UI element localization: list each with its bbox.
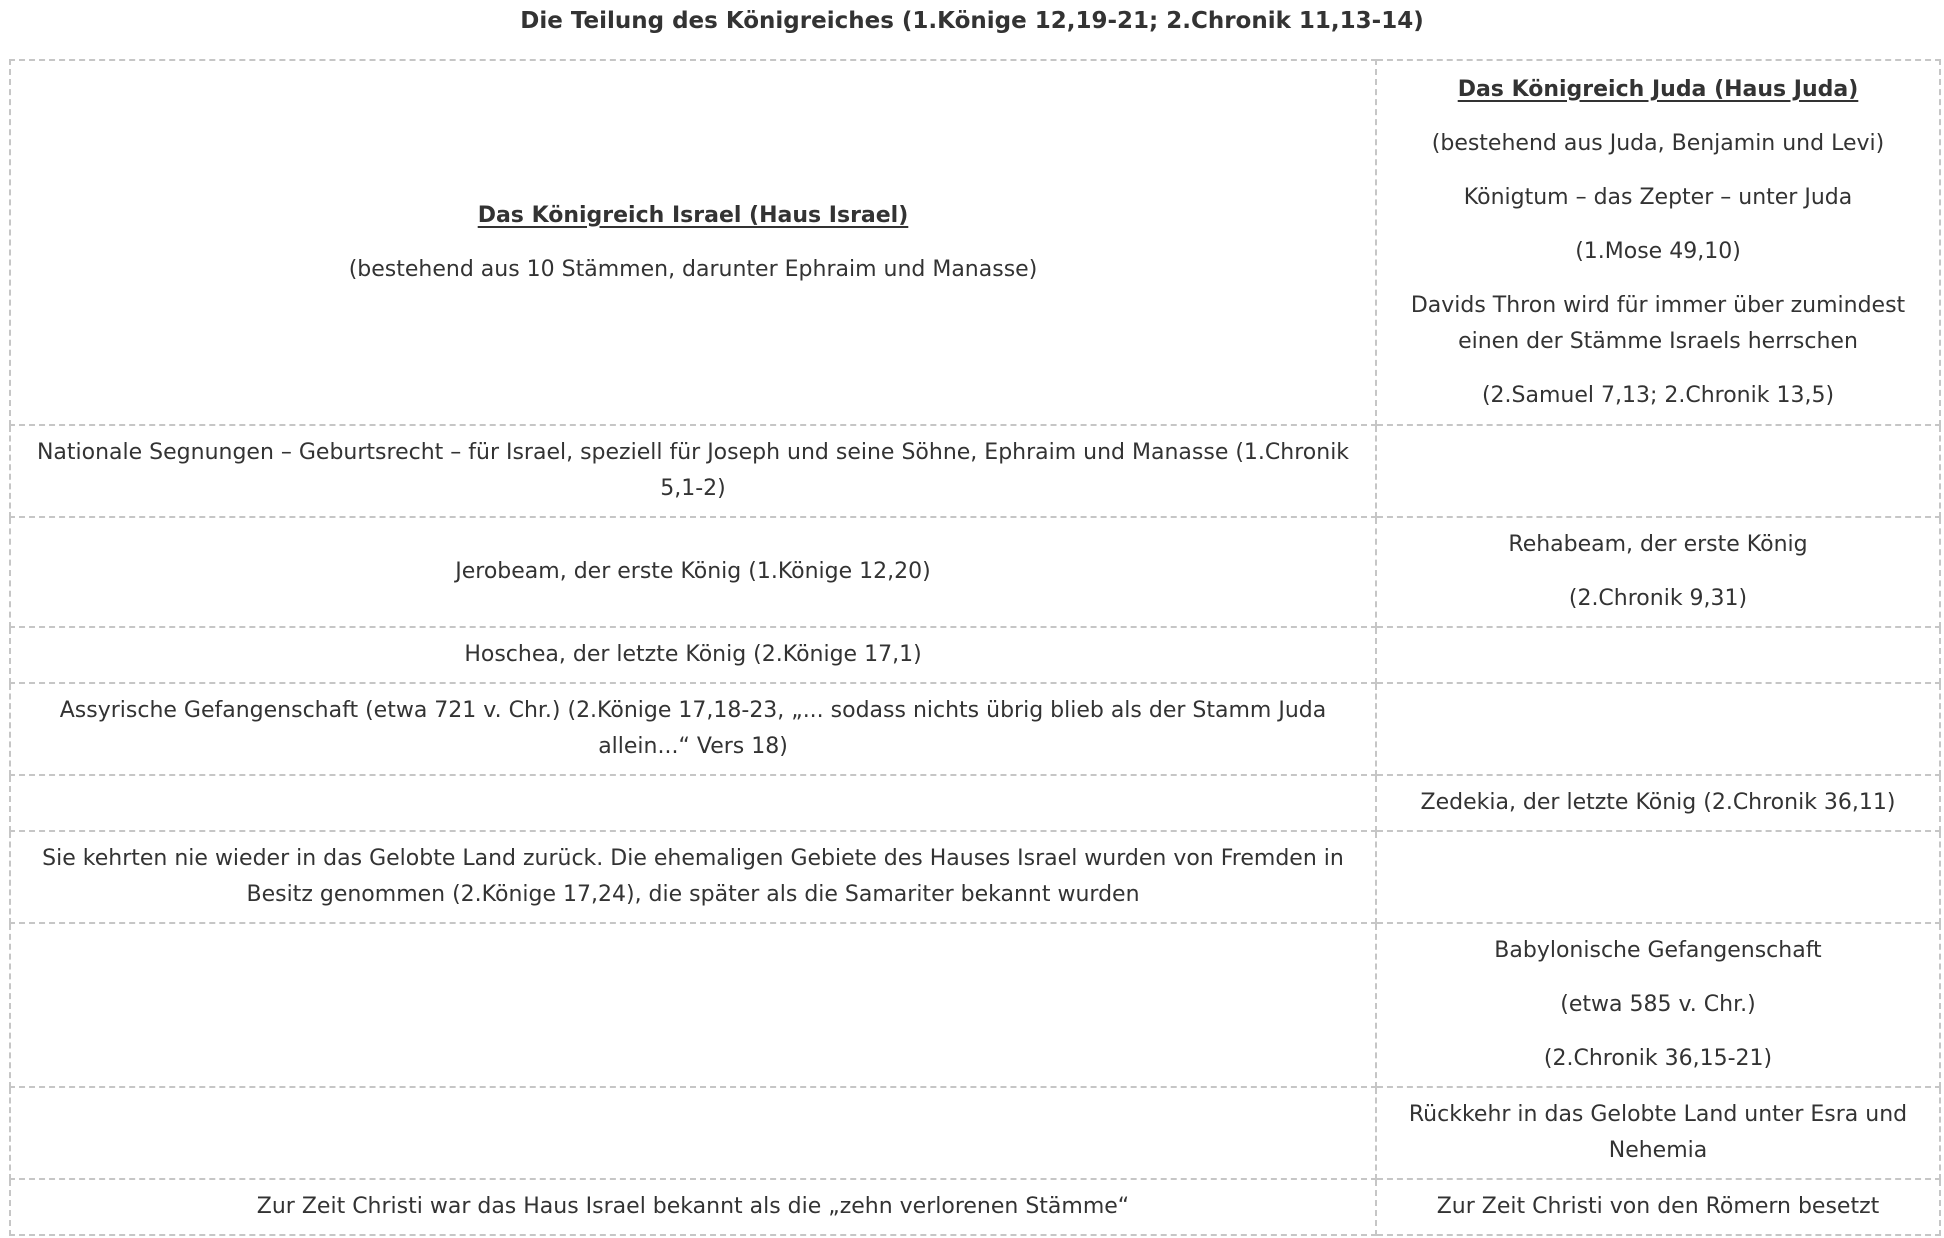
israel-cell-text: Zur Zeit Christi war das Haus Israel bekannt als die „zehn verlorenen Stämme“ <box>256 1194 1130 1219</box>
juda-cell-text: Zedekia, der letzte König (2.Chronik 36,11) <box>1420 790 1896 815</box>
table-row <box>10 517 1940 627</box>
israel-cell <box>10 425 1376 517</box>
juda-throne-promise: Davids Thron wird für immer über zumindest einen der Stämme Israels herrschen <box>1410 292 1906 354</box>
juda-cell <box>1376 1179 1940 1235</box>
juda-cell-text: Rückkehr in das Gelobte Land unter Esra und Nehemia <box>1408 1102 1908 1163</box>
table-row <box>10 627 1940 683</box>
table-row <box>10 775 1940 831</box>
juda-cell <box>1376 831 1940 923</box>
juda-cell <box>1376 683 1940 775</box>
page-title: Die Teilung des Königreiches (1.Könige 12,19-21; 2.Chronik 11,13-14) <box>520 8 1424 34</box>
israel-cell <box>10 517 1376 627</box>
juda-header-cell <box>1376 60 1940 425</box>
juda-cell-reference: (2.Chronik 36,15-21) <box>1543 1046 1773 1071</box>
israel-cell <box>10 775 1376 831</box>
juda-cell-date: (etwa 585 v. Chr.) <box>1560 992 1756 1017</box>
table-row <box>10 425 1940 517</box>
israel-cell-text: Nationale Segnungen – Geburtsrecht – für Israel, speziell für Joseph und seine Söhne, Ephraim und Manasse (1.Chronik 5,1-2) <box>36 440 1350 501</box>
juda-cell <box>1376 627 1940 683</box>
israel-heading: Das Königreich Israel (Haus Israel) <box>477 202 909 228</box>
israel-cell-text: Assyrische Gefangenschaft (etwa 721 v. Chr.) (2.Könige 17,18-23, „... sodass nichts übrig blieb als der Stamm Juda allein...“ Vers 18) <box>59 698 1327 759</box>
israel-cell <box>10 923 1376 1087</box>
juda-cell-text: Babylonische Gefangenschaft <box>1494 938 1822 963</box>
juda-cell <box>1376 923 1940 1087</box>
juda-heading: Das Königreich Juda (Haus Juda) <box>1457 76 1859 102</box>
juda-cell-text: Zur Zeit Christi von den Römern besetzt <box>1436 1194 1880 1219</box>
table-row <box>10 923 1940 1087</box>
juda-cell-reference: (2.Chronik 9,31) <box>1568 586 1748 611</box>
juda-kingship: Königtum – das Zepter – unter Juda <box>1463 184 1853 210</box>
header-row <box>10 60 1940 425</box>
israel-cell-text: Sie kehrten nie wieder in das Gelobte Land zurück. Die ehemaligen Gebiete des Hauses Israel wurden von Fremden in Besitz genommen (2.Könige 17,24), die später als die Samariter bekannt wurden <box>42 846 1344 907</box>
juda-cell-text: Rehabeam, der erste König <box>1508 532 1808 557</box>
juda-subtitle: (bestehend aus Juda, Benjamin und Levi) <box>1431 130 1885 156</box>
israel-subtitle: (bestehend aus 10 Stämmen, darunter Ephraim und Manasse) <box>348 256 1038 282</box>
juda-throne-reference: (2.Samuel 7,13; 2.Chronik 13,5) <box>1481 382 1835 408</box>
table-row <box>10 1179 1940 1235</box>
israel-cell <box>10 831 1376 923</box>
table-row <box>10 831 1940 923</box>
israel-cell-text: Jerobeam, der erste König (1.Könige 12,20) <box>455 559 931 584</box>
israel-cell <box>10 683 1376 775</box>
kingdoms-table <box>9 59 1941 1236</box>
juda-cell <box>1376 425 1940 517</box>
israel-header-cell <box>10 60 1376 425</box>
juda-cell <box>1376 1087 1940 1179</box>
table-row <box>10 683 1940 775</box>
israel-cell-text: Hoschea, der letzte König (2.Könige 17,1) <box>464 642 922 667</box>
table-row <box>10 1087 1940 1179</box>
israel-cell <box>10 1179 1376 1235</box>
israel-cell <box>10 1087 1376 1179</box>
juda-cell <box>1376 775 1940 831</box>
juda-cell <box>1376 517 1940 627</box>
juda-kingship-reference: (1.Mose 49,10) <box>1575 238 1741 264</box>
israel-cell <box>10 627 1376 683</box>
